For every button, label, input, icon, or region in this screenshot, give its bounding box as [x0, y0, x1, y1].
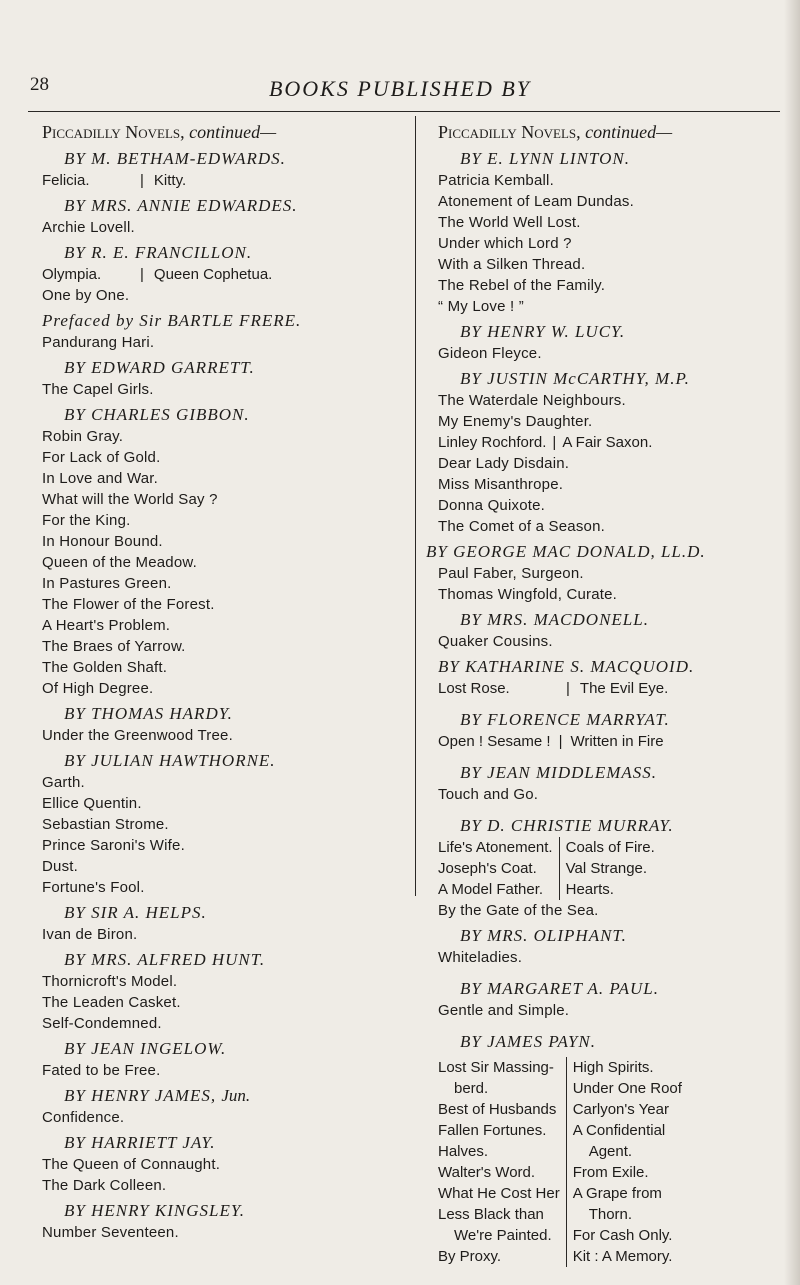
book-title: High Spirits.	[572, 1059, 654, 1076]
author-heading: BY HENRY W. LUCY.	[460, 322, 626, 341]
author-heading: Prefaced by Sir BARTLE FRERE.	[42, 311, 302, 330]
pipe-separator: |	[552, 434, 557, 451]
title-pair	[438, 731, 788, 752]
book-title: A Grape from	[572, 1185, 662, 1202]
book-title: Agent.	[588, 1143, 633, 1160]
book-title: Quaker Cousins.	[438, 633, 553, 650]
book-title: Patricia Kemball.	[438, 172, 554, 189]
title-column-right	[559, 837, 655, 900]
book-title: Touch and Go.	[438, 786, 539, 803]
book-title: The Waterdale Neighbours.	[438, 392, 626, 409]
book-title: By Proxy.	[438, 1248, 502, 1265]
pipe-separator: |	[558, 733, 563, 750]
spacer	[438, 752, 788, 758]
author-heading: BY JEAN INGELOW.	[64, 1039, 227, 1058]
author-heading: BY MRS. ALFRED HUNT.	[64, 950, 266, 969]
title-pair	[438, 432, 788, 453]
book-title: The World Well Lost.	[438, 214, 581, 231]
book-title: A Model Father.	[438, 881, 544, 898]
title-pair	[42, 170, 404, 191]
book-title: Fated to be Free.	[42, 1062, 161, 1079]
book-title: Garth.	[42, 774, 85, 791]
book-title: From Exile.	[572, 1164, 649, 1181]
book-title: Joseph's Coat.	[438, 860, 537, 877]
book-title: Self-Condemned.	[42, 1015, 162, 1032]
book-title: Fortune's Fool.	[42, 879, 145, 896]
book-title: Written in Fire	[570, 733, 664, 750]
book-title: Felicia.	[42, 172, 90, 189]
book-title: Number Seventeen.	[42, 1224, 179, 1241]
book-title: Of High Degree.	[42, 680, 154, 697]
title-table	[438, 837, 788, 900]
book-title: Halves.	[438, 1143, 489, 1160]
book-title: Lost Sir Massing-	[438, 1059, 554, 1076]
book-title: The Rebel of the Family.	[438, 277, 606, 294]
book-title: The Braes of Yarrow.	[42, 638, 186, 655]
book-title: Under which Lord ?	[438, 235, 572, 252]
book-title: Val Strange.	[565, 860, 648, 877]
book-title: In Pastures Green.	[42, 575, 172, 592]
title-pair	[438, 678, 788, 699]
book-title: Thomas Wingfold, Curate.	[438, 586, 618, 603]
book-title: Queen Cophetua.	[153, 266, 273, 283]
running-head: BOOKS PUBLISHED BY	[268, 76, 532, 101]
title-column-right	[566, 1057, 682, 1267]
series-continued: continued—	[585, 122, 673, 142]
author-heading: BY JUSTIN McCARTHY, M.P.	[460, 369, 690, 388]
book-title: For the King.	[42, 512, 131, 529]
book-title: Hearts.	[565, 881, 614, 898]
title-column-left	[438, 837, 559, 900]
author-heading: BY M. BETHAM-EDWARDS.	[64, 149, 286, 168]
book-title: Thornicroft's Model.	[42, 973, 178, 990]
book-title: We're Painted.	[454, 1227, 552, 1244]
book-title: The Comet of a Season.	[438, 518, 605, 535]
book-title: In Love and War.	[42, 470, 159, 487]
left-column	[42, 118, 404, 1243]
author-heading: BY GEORGE MAC DONALD, LL.D.	[426, 542, 706, 561]
header-rule	[28, 111, 780, 112]
spacer	[438, 1021, 788, 1027]
series-continued: continued—	[189, 122, 277, 142]
book-title: Gentle and Simple.	[438, 1002, 570, 1019]
book-title: The Flower of the Forest.	[42, 596, 215, 613]
author-heading: BY SIR A. HELPS.	[64, 903, 207, 922]
author-heading: BY JULIAN HAWTHORNE.	[64, 751, 276, 770]
title-table	[438, 1057, 788, 1267]
book-title: Robin Gray.	[42, 428, 124, 445]
book-title: The Queen of Connaught.	[42, 1156, 221, 1173]
book-title: Ivan de Biron.	[42, 926, 138, 943]
right-column	[426, 118, 788, 1267]
book-title: With a Silken Thread.	[438, 256, 586, 273]
book-title: In Honour Bound.	[42, 533, 163, 550]
book-title: Under the Greenwood Tree.	[42, 727, 233, 744]
book-title: Queen of the Meadow.	[42, 554, 197, 571]
author-heading: BY CHARLES GIBBON.	[64, 405, 250, 424]
book-title: The Golden Shaft.	[42, 659, 168, 676]
book-title: Kit : A Memory.	[572, 1248, 673, 1265]
book-title: Paul Faber, Surgeon.	[438, 565, 584, 582]
book-title: The Leaden Casket.	[42, 994, 181, 1011]
book-title: By the Gate of the Sea.	[438, 902, 599, 919]
book-title: The Capel Girls.	[42, 381, 154, 398]
book-title: Dust.	[42, 858, 79, 875]
series-heading	[438, 120, 788, 144]
book-title: My Enemy's Daughter.	[438, 413, 593, 430]
author-heading: BY MRS. OLIPHANT.	[460, 926, 627, 945]
spacer	[438, 805, 788, 811]
book-title: Pandurang Hari.	[42, 334, 155, 351]
book-title: Gideon Fleyce.	[438, 345, 542, 362]
book-title: Carlyon's Year	[572, 1101, 669, 1118]
page-edge-shadow	[784, 0, 800, 1285]
pipe-separator: |	[140, 266, 144, 283]
book-title: Kitty.	[153, 172, 187, 189]
author-heading: BY EDWARD GARRETT.	[64, 358, 255, 377]
author-heading: BY MRS. ANNIE EDWARDES.	[64, 196, 298, 215]
author-heading: BY R. E. FRANCILLON.	[64, 243, 253, 262]
book-title: Lost Rose.	[438, 680, 510, 697]
book-title: What He Cost Her	[438, 1185, 560, 1202]
book-title: Sebastian Strome.	[42, 816, 169, 833]
book-title: Prince Saroni's Wife.	[42, 837, 185, 854]
author-heading: BY MRS. MACDONELL.	[460, 610, 649, 629]
author-name: BY HENRY JAMES,	[64, 1086, 217, 1105]
book-title: Open ! Sesame !	[438, 733, 551, 750]
book-title: Coals of Fire.	[565, 839, 655, 856]
book-title: Dear Lady Disdain.	[438, 455, 570, 472]
author-heading: BY KATHARINE S. MACQUOID.	[438, 657, 695, 676]
author-suffix: Jun.	[221, 1086, 251, 1105]
book-title: Miss Misanthrope.	[438, 476, 564, 493]
book-title: Confidence.	[42, 1109, 125, 1126]
book-title: Walter's Word.	[438, 1164, 536, 1181]
author-heading: BY JEAN MIDDLEMASS.	[460, 763, 658, 782]
book-title: Atonement of Leam Dundas.	[438, 193, 634, 210]
author-heading: BY THOMAS HARDY.	[64, 704, 233, 723]
author-heading: BY FLORENCE MARRYAT.	[460, 710, 670, 729]
book-title: Archie Lovell.	[42, 219, 135, 236]
book-title: Fallen Fortunes.	[438, 1122, 547, 1139]
pipe-separator: |	[140, 172, 144, 189]
book-title: Ellice Quentin.	[42, 795, 142, 812]
book-title: Linley Rochford.	[438, 434, 547, 451]
book-title: Olympia.	[42, 266, 102, 283]
author-heading: BY E. LYNN LINTON.	[460, 149, 630, 168]
book-title: For Cash Only.	[572, 1227, 673, 1244]
book-title: Under One Roof	[572, 1080, 682, 1097]
series-name: Piccadilly Novels,	[438, 122, 581, 142]
author-heading: BY HARRIETT JAY.	[64, 1133, 216, 1152]
author-heading: BY MARGARET A. PAUL.	[460, 979, 659, 998]
book-title: What will the World Say ?	[42, 491, 218, 508]
spacer	[438, 968, 788, 974]
book-title: For Lack of Gold.	[42, 449, 161, 466]
author-heading: BY HENRY KINGSLEY.	[64, 1201, 245, 1220]
book-title: Less Black than	[438, 1206, 544, 1223]
book-title: The Evil Eye.	[579, 680, 669, 697]
spacer	[438, 699, 788, 705]
book-title: One by One.	[42, 287, 130, 304]
book-title: The Dark Colleen.	[42, 1177, 167, 1194]
book-title: Best of Husbands	[438, 1101, 557, 1118]
book-title: A Heart's Problem.	[42, 617, 171, 634]
book-title: Donna Quixote.	[438, 497, 546, 514]
book-title: Life's Atonement.	[438, 839, 553, 856]
author-heading: BY JAMES PAYN.	[460, 1032, 596, 1051]
author-heading: BY D. CHRISTIE MURRAY.	[460, 816, 674, 835]
title-pair	[42, 264, 404, 285]
author-heading	[64, 1084, 404, 1107]
book-title: Whiteladies.	[438, 949, 523, 966]
book-title: A Fair Saxon.	[562, 434, 653, 451]
page-number: 28	[30, 74, 49, 95]
book-title: “ My Love ! ”	[438, 298, 524, 315]
series-heading	[42, 120, 404, 144]
column-divider	[415, 116, 416, 896]
pipe-separator: |	[566, 680, 570, 697]
book-title: A Confidential	[572, 1122, 666, 1139]
book-title: Thorn.	[588, 1206, 633, 1223]
series-name: Piccadilly Novels,	[42, 122, 185, 142]
book-title: berd.	[454, 1080, 489, 1097]
title-column-left	[438, 1057, 566, 1267]
